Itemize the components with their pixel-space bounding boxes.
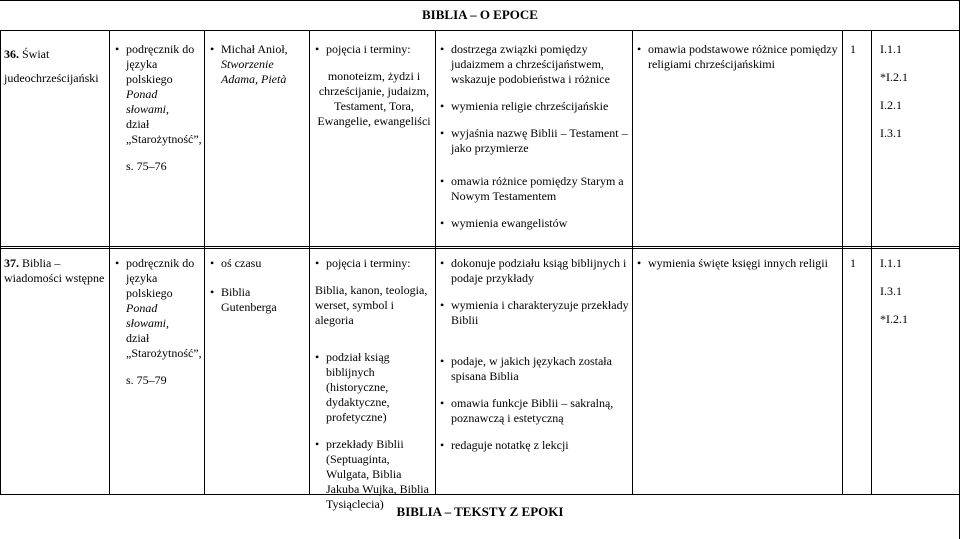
- row37-topic-title: Biblia – wiadomości wstępne: [4, 256, 105, 285]
- row36-ext-1: • omawia podstawowe różnice pomiędzy religiami chrześcijańskimi: [637, 42, 839, 72]
- row37-source-line3: dział „Starożytność”,: [126, 331, 202, 360]
- row36-aids-line1: • Michał Anioł,: [221, 42, 288, 56]
- row37-top-border: [0, 248, 960, 249]
- row36-aids-item: [210, 42, 306, 87]
- col-divider-6: [632, 30, 633, 494]
- row37-aids-2: • Biblia Gutenberga: [210, 285, 308, 315]
- row36-topic-title: Świat judeochrześcijański: [4, 47, 99, 85]
- row36-terms-body: monoteizm, żydzi i chrześcijanie, judaizm, Testament, Tora, Ewangelie, ewangeliści: [317, 69, 431, 128]
- row37-code-3: *I.2.1: [880, 312, 908, 326]
- row36-code-2: *I.2.1: [880, 70, 908, 84]
- row37-extended: [637, 256, 839, 271]
- row37-basic-4: • omawia funkcje Biblii – sakralną, poznawczą i estetyczną: [440, 396, 630, 426]
- row37-aids-1: • oś czasu: [210, 256, 308, 271]
- row37-basic-3: • podaje, w jakich językach została spisana Biblia: [440, 354, 630, 384]
- col-divider-3: [204, 30, 205, 494]
- col-divider-4: [309, 30, 310, 494]
- row36-code-4: I.3.1: [880, 126, 902, 140]
- row36-terms: [315, 42, 433, 129]
- row37-terms-1: [315, 256, 433, 328]
- row37-topic-num: 37.: [4, 256, 19, 270]
- row37-terms: [315, 256, 433, 512]
- row36-basic: [440, 42, 630, 231]
- row36-bottom-border: [0, 246, 960, 247]
- row36-source-line3: dział „Starożytność”,: [126, 117, 202, 146]
- row37-code-2: I.3.1: [880, 284, 902, 298]
- section-footer: BIBLIA – TEKSTY Z EPOKI: [396, 504, 564, 519]
- row37-code-1: I.1.1: [880, 256, 902, 270]
- row36-hours: 1: [850, 42, 856, 56]
- row36-source: [115, 42, 203, 174]
- row37-aids: [210, 256, 308, 315]
- col-divider-7: [842, 30, 843, 494]
- row36-terms-item: [315, 42, 433, 129]
- section-header: BIBLIA – O EPOCE: [422, 7, 538, 22]
- col-divider-5: [435, 30, 436, 494]
- row37-terms-body: Biblia, kanon, teologia, werset, symbol i alegoria: [315, 283, 428, 327]
- row37-source-line1: • podręcznik do języka polskiego: [126, 256, 195, 300]
- row36-basic-3: • wyjaśnia nazwę Biblii – Testament – jako przymierze: [440, 126, 630, 156]
- row36-extended: [637, 42, 839, 72]
- row36-code-1: I.1.1: [880, 42, 902, 56]
- header-bottom-border: [0, 30, 960, 31]
- row36-basic-2: • wymienia religie chrześcijańskie: [440, 99, 630, 114]
- row37-basic-2: • wymienia i charakteryzuje przekłady Biblii: [440, 298, 630, 328]
- row36-basic-4: • omawia różnice pomiędzy Starym a Nowym Testamentem: [440, 174, 630, 204]
- row37-basic: [440, 256, 630, 453]
- col-divider-2: [109, 30, 110, 494]
- row36-aids-line2: Stworzenie Adama, Pietà: [221, 57, 287, 86]
- row36-topic-num: 36.: [4, 47, 19, 61]
- row36-aids: [210, 42, 306, 87]
- footer-top-border: [0, 494, 960, 495]
- row37-source-item: [115, 256, 203, 388]
- row36-source-line1: • podręcznik do języka polskiego: [126, 42, 195, 86]
- col-divider-1: [0, 30, 1, 494]
- row36-terms-head: • pojęcia i terminy:: [326, 42, 411, 56]
- table-top-border: [0, 0, 960, 1]
- row36-basic-5: • wymienia ewangelistów: [440, 216, 630, 231]
- row37-basic-1: • dokonuje podziału ksiąg biblijnych i podaje przykłady: [440, 256, 630, 286]
- row37-terms-3: • przekłady Biblii (Septuaginta, Wulgata, Biblia Jakuba Wujka, Biblia Tysiąclecia): [315, 437, 433, 512]
- row37-terms-2: • podział ksiąg biblijnych (historyczne, dydaktyczne, profetyczne): [315, 350, 433, 425]
- row36-topic: [4, 42, 106, 90]
- row36-source-item: [115, 42, 203, 174]
- row36-source-line2: Ponad słowami,: [126, 87, 170, 116]
- row36-source-line4: s. 75–76: [126, 159, 167, 173]
- row37-topic: [4, 256, 106, 286]
- row37-hours: 1: [850, 256, 856, 270]
- row37-terms-head: • pojęcia i terminy:: [326, 256, 411, 270]
- col-divider-8: [871, 30, 872, 494]
- row36-basic-1: • dostrzega związki pomiędzy judaizmem a chrześcijaństwem, wskazuje podobieństwa i różnice: [440, 42, 630, 87]
- row37-ext-1: • wymienia święte księgi innych religii: [637, 256, 839, 271]
- row36-code-3: I.2.1: [880, 98, 902, 112]
- row37-source-line2: Ponad słowami,: [126, 301, 170, 330]
- row37-source: [115, 256, 203, 388]
- row37-basic-5: • redaguje notatkę z lekcji: [440, 438, 630, 453]
- row37-codes: [880, 256, 956, 327]
- row37-source-line4: s. 75–79: [126, 373, 167, 387]
- row36-codes: [880, 42, 956, 141]
